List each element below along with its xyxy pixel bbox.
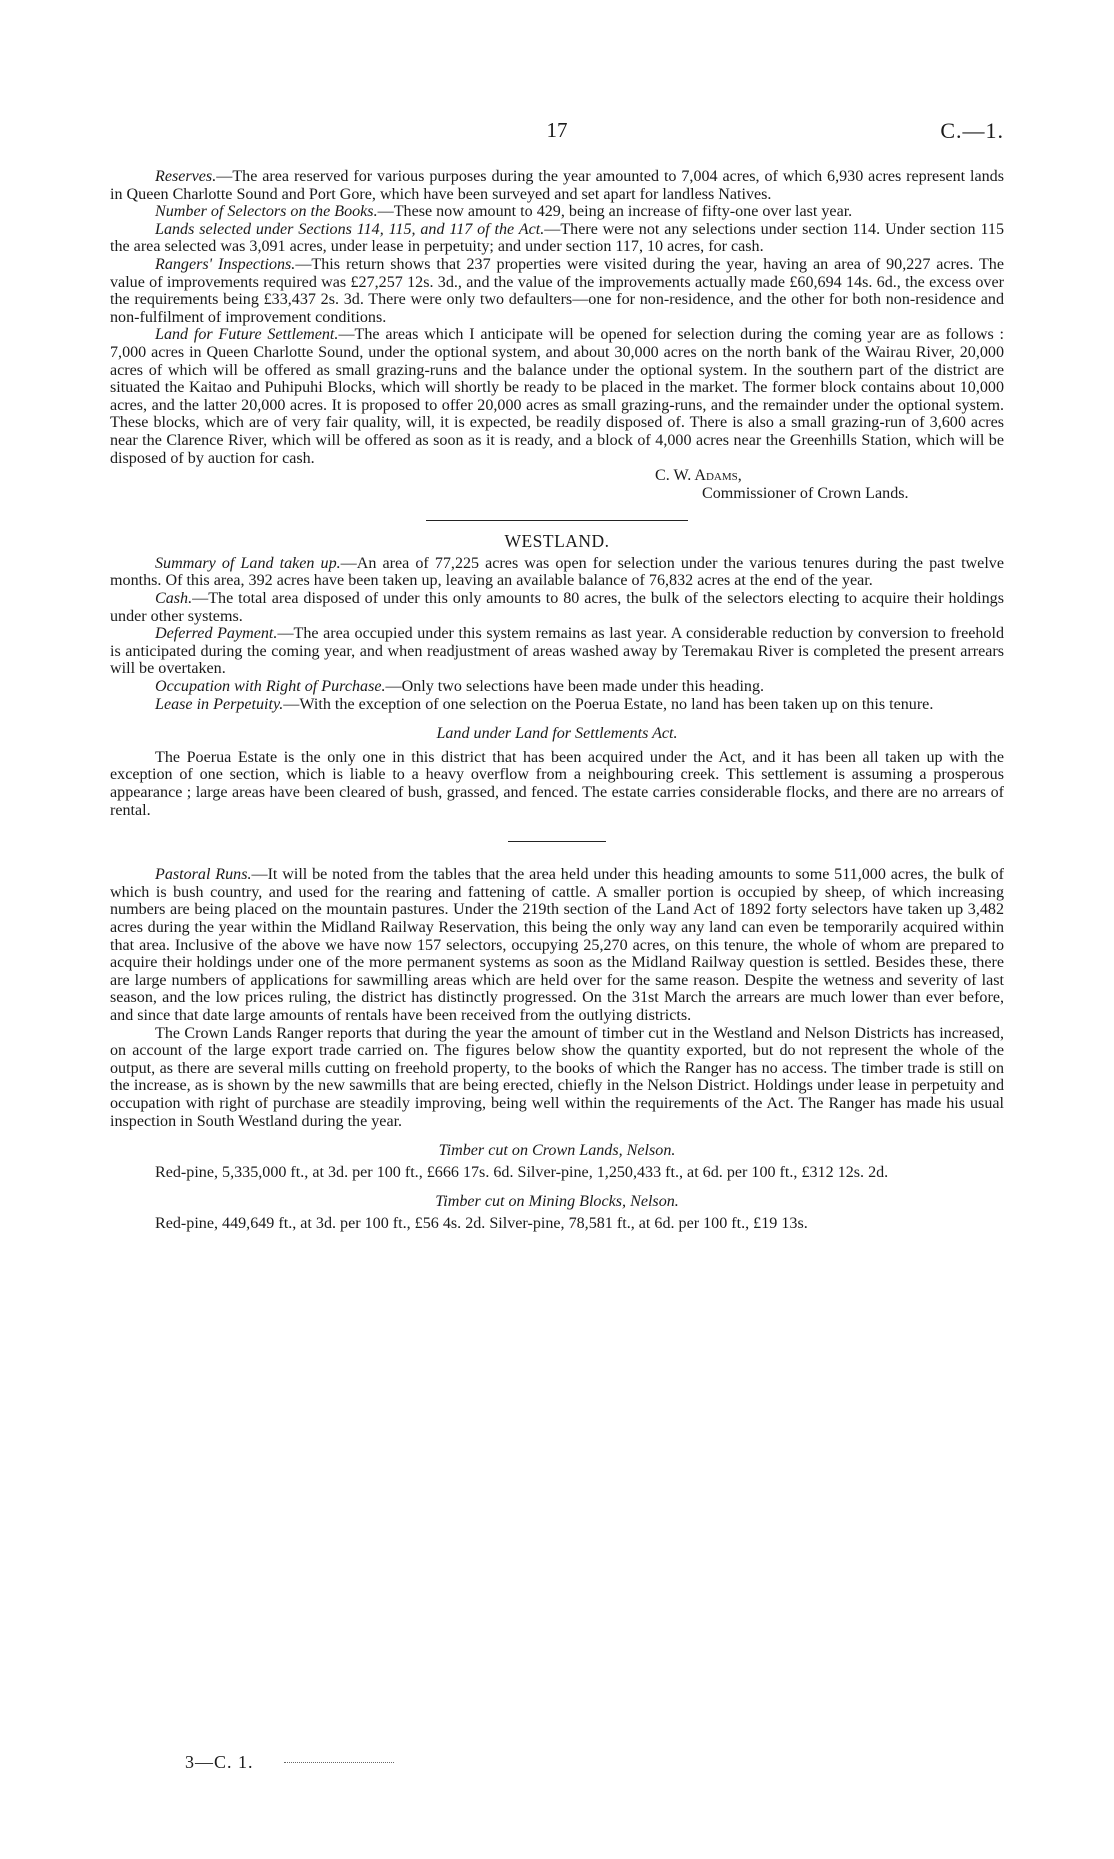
signature-name-text: C. W. Adams, [655,467,742,485]
text-cash: —The total area disposed of under this only amounts to 80 acres, the bulk of the selectors electing to acquire their holdings under other systems. [110,590,1004,625]
signature-title: Commissioner of Crown Lands. [702,484,909,502]
text-inspections: —This return shows that 237 properties were visited during the year, having an area of 90,227 acres. The value of improvements required was £27,257 12s. 3d., and the value of the improvements actually made £60,694 14s. 6d., the excess over the requirements being £33,437 2s. 3d. There were only two defaulters—one for non-residence, and the other for both non-residence and non-fulfilment of improvement conditions. [110,255,1004,326]
paragraph-summary [110,555,1004,590]
text-deferred-payment: —The area occupied under this system remains as last year. A considerable reduction by conversion to freehold is anticipated during the coming year, and when readjustment of areas washed away by Teremakau River is completed the present arrears will be overtaken. [110,625,1004,678]
footer-dotted-rule [284,1762,394,1763]
lead-deferred-payment: Deferred Payment. [155,625,278,643]
paragraph-future-settlement [110,326,1004,467]
lead-selectors: Number of Selectors on the Books. [155,203,378,221]
lead-reserves: Reserves. [155,168,217,185]
paragraph-selectors [110,203,1004,221]
text-lease: —With the exception of one selection on the Poerua Estate, no land has been taken up on this tenure. [283,695,934,713]
paragraph-cash [110,590,1004,625]
paragraph-lands-selected [110,221,1004,256]
page-number: 17 [546,118,568,142]
text-reserves: —The area reserved for various purposes during the year amounted to 7,004 acres, of which 6,930 acres represent lands in Queen Charlotte Sound and Port Gore, which have been surveyed and set apart for landless Natives. [110,168,1004,203]
section-heading-westland: WESTLAND. [504,531,610,552]
paragraph-crown-lands-timber: Red-pine, 5,335,000 ft., at 3d. per 100 ft., £666 17s. 6d. Silver-pine, 1,250,433 ft., at 6d. per 100 ft., £312 12s. 2d. [155,1163,889,1181]
text-pastoral-runs: —It will be noted from the tables that the area held under this heading amounts to some 511,000 acres, the bulk of which is bush country, and used for the rearing and fattening of cattle. A smaller portion is occupied by sheep, of which increasing numbers are being placed on the mountain pastures. Under the 219th section of the Land Act of 1892 forty selectors have taken up 3,482 acres during the year within the Midland Railway Reservation, this being the only way any land can even be temporarily acquired within that area. Inclusive of the above we have now 157 selectors, occupying 25,270 acres, on this tenure, the whole of whom are prepared to acquire their holdings under one of the more permanent systems as soon as the Midland Railway question is settled. Besides these, there are large numbers of applications for sawmilling areas which are held over for the same reason. Despite the wetness and severity of last season, and the low prices ruling, the district has distinctly progressed. On the 31st March the arrears are much lower than ever before, and since that date large amounts of rentals have been received from the outlying districts. [110,866,1004,1024]
lead-occupation: Occupation with Right of Purchase. [155,678,386,696]
lead-future-settlement: Land for Future Settlement. [155,326,339,344]
sub-heading-settlements: Land under Land for Settlements Act. [436,725,678,743]
section-divider [426,520,688,521]
lead-summary: Summary of Land taken up. [155,554,341,572]
lead-lease: Lease in Perpetuity. [155,695,284,713]
lead-cash: Cash. [155,590,193,608]
paragraph-mining-blocks-timber: Red-pine, 449,649 ft., at 3d. per 100 ft., £56 4s. 2d. Silver-pine, 78,581 ft., at 6d. per 100 ft., £19 13s. [155,1214,808,1232]
paragraph-settlements: The Poerua Estate is the only one in this district that has been acquired under the Act, and it has been all taken up with the exception of one section, which is liable to a heavy overflow from a neighbouring creek. This settlement is assuming a prosperous appearance ; large areas have been cleared of bush, grassed, and fenced. The estate carries considerable flocks, and there are no arrears of rental. [110,748,1004,819]
paragraph-reserves [110,168,1004,203]
lead-lands-selected: Lands selected under Sections 114, 115, and 117 of the Act. [155,220,545,238]
signature-mark: 3—C. 1. [185,1752,254,1772]
paragraph-occupation [110,678,1004,696]
title-crown-lands-timber: Timber cut on Crown Lands, Nelson. [438,1142,676,1160]
paragraph-timber: The Crown Lands Ranger reports that during the year the amount of timber cut in the Westland and Nelson Districts has increased, on account of the large export trade carried on. The figures below show the quantity exported, but do not represent the whole of the output, as there are several mills cutting on freehold property, to the books of which the Ranger has no access. The timber trade is still on the increase, as is shown by the new sawmills that are being erected, chiefly in the Nelson District. Holdings under lease in perpetuity and occupation with right of purchase are steadily improving, being well within the requirements of the Act. The Ranger has made his usual inspection in South Westland during the year. [110,1024,1004,1130]
paragraph-deferred-payment [110,625,1004,678]
paragraph-pastoral-runs [110,866,1004,1024]
lead-inspections: Rangers' Inspections. [155,255,296,273]
page-header [110,118,1004,150]
title-mining-blocks-timber: Timber cut on Mining Blocks, Nelson. [435,1193,679,1211]
text-selectors: —These now amount to 429, being an increase of fifty-one over last year. [377,203,853,221]
document-reference: C.—1. [940,118,1004,143]
signature-name [110,467,1004,485]
paragraph-divider [508,841,606,842]
text-occupation: —Only two selections have been made under this heading. [385,678,765,696]
text-future-settlement: —The areas which I anticipate will be opened for selection during the coming year are as follows : 7,000 acres in Queen Charlotte Sound, under the optional system, and about 30,000 acres on the north bank of the Wairau River, 20,000 acres of which will be offered as small grazing-runs and the balance under the optional system. In the southern part of the district are situated the Kaitao and Puhipuhi Blocks, which will shortly be ready to be placed in the market. The former block contains about 10,000 acres, and the latter 20,000 acres. It is proposed to offer 20,000 acres as small grazing-runs, and the remainder under the optional system. These blocks, which are of very fair quality, will, it is expected, be readily disposed of. There is also a small grazing-run of 3,600 acres near the Clarence River, which will be offered as soon as it is ready, and a block of 4,000 acres near the Greenhills Station, which will be disposed of by auction for cash. [110,326,1004,467]
paragraph-inspections [110,256,1004,326]
text-summary: —An area of 77,225 acres was open for selection under the various tenures during the past twelve months. Of this area, 392 acres have been taken up, leaving an available balance of 76,832 acres at the end of the year. [110,554,1004,590]
document-body [110,168,1004,1232]
paragraph-lease [110,696,1004,714]
text-lands-selected: —There were not any selections under section 114. Under section 115 the area selected was 3,091 acres, under lease in perpetuity; and under section 117, 10 acres, for cash. [110,220,1004,256]
lead-pastoral-runs: Pastoral Runs. [155,866,252,884]
